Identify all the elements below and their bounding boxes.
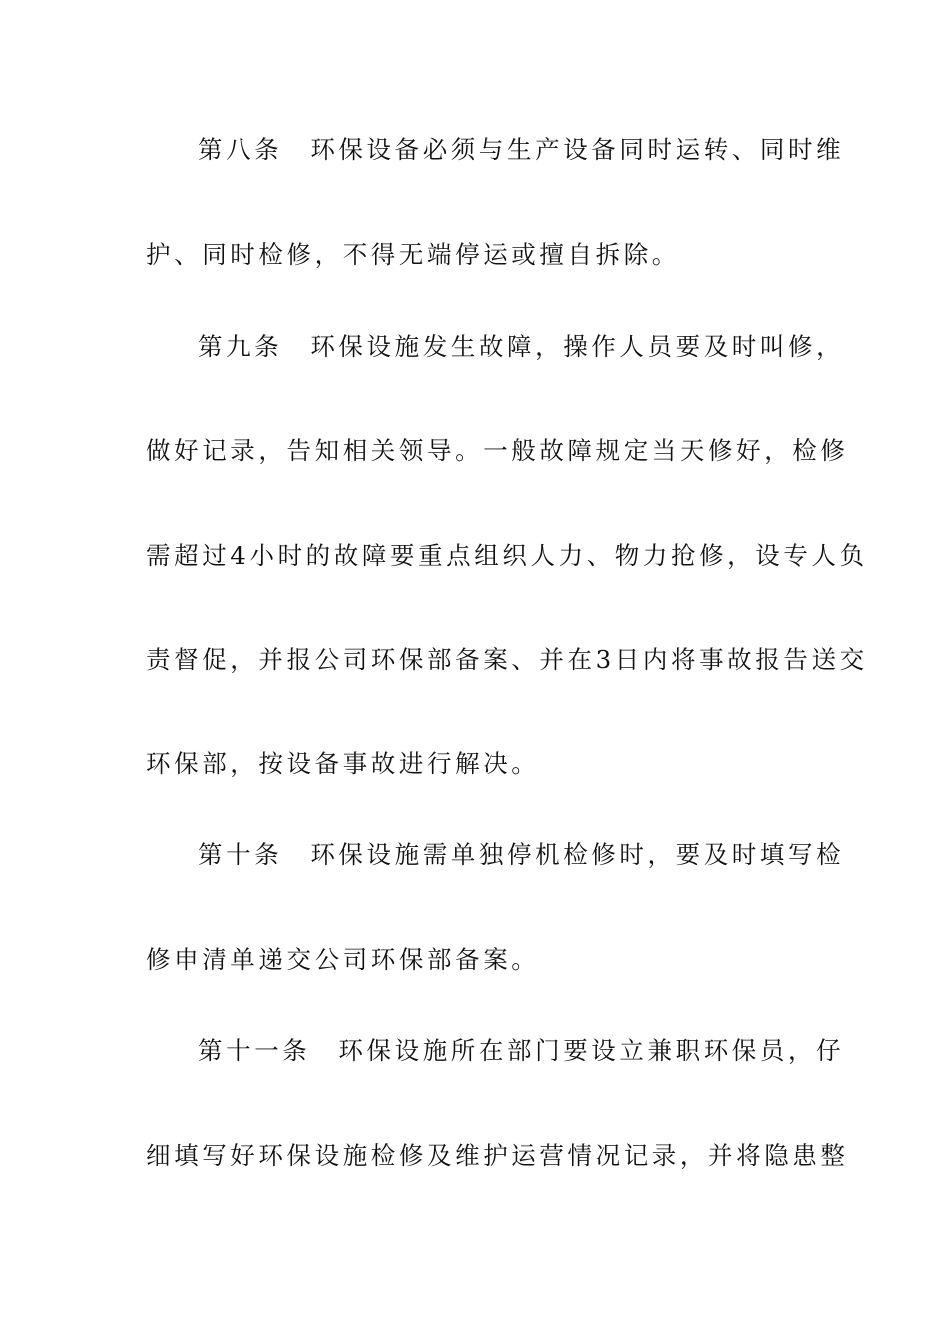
article-8-text-1: 环保设备必须与生产设备同时运转、同时维 [310, 135, 845, 164]
article-9-text-4: 责督促，并报公司环保部备案、并在3日内将事故报告送交 [146, 645, 868, 674]
article-11-first-line [198, 1031, 845, 1071]
article-9-text-3: 需超过4小时的故障要重点组织人力、物力抢修，设专人负 [146, 541, 868, 570]
article-10-first-line [198, 835, 845, 875]
article-10-heading: 第十条 [198, 840, 283, 869]
article-11-heading: 第十一条 [198, 1036, 311, 1065]
article-8-heading: 第八条 [198, 135, 283, 164]
article-11-text-1: 环保设施所在部门要设立兼职环保员，仔 [338, 1036, 845, 1065]
article-9-text-2: 做好记录，告知相关领导。一般故障规定当天修好，检修 [146, 436, 849, 465]
article-9-first-line [198, 327, 845, 367]
article-10-text-1: 环保设施需单独停机检修时，要及时填写检 [310, 840, 845, 869]
article-8-first-line [198, 130, 845, 170]
article-8-text-2: 护、同时检修，不得无端停运或擅自拆除。 [146, 240, 680, 269]
article-9-text-5: 环保部，按设备事故进行解决。 [146, 749, 540, 778]
article-10-text-2: 修申清单递交公司环保部备案。 [146, 945, 540, 974]
article-9-text-1: 环保设施发生故障，操作人员要及时叫修， [310, 332, 845, 361]
article-9-heading: 第九条 [198, 332, 283, 361]
article-11-text-2: 细填写好环保设施检修及维护运营情况记录，并将隐患整 [146, 1141, 849, 1170]
